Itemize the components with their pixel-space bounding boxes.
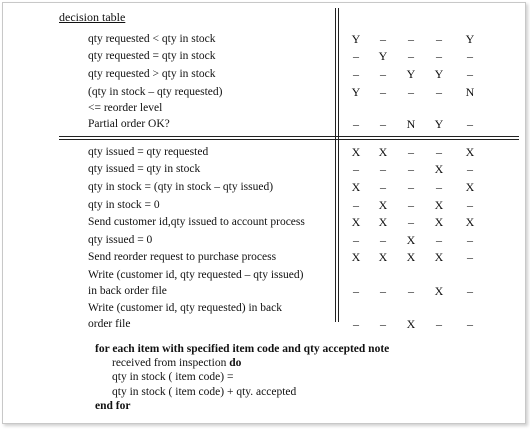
- table-row-marks: [0, 84, 530, 100]
- rule-cell: –: [353, 117, 359, 131]
- row-label: order file: [88, 318, 131, 330]
- rule-cell: –: [467, 67, 473, 81]
- rule-cell: –: [380, 233, 386, 247]
- table-row: [0, 100, 530, 116]
- rule-cell: N: [406, 117, 416, 131]
- table-row-marks: [0, 66, 530, 82]
- rule-cell: Y: [351, 32, 361, 46]
- rule-cell: –: [436, 85, 442, 99]
- rule-cell: N: [465, 85, 475, 99]
- rule-cell: –: [380, 284, 386, 298]
- rule-cell: –: [408, 284, 414, 298]
- table-row-marks: [0, 179, 530, 195]
- rule-cell: X: [434, 250, 444, 264]
- table-row-marks: [0, 232, 530, 248]
- table-row-marks: [0, 116, 530, 132]
- rule-cell: X: [351, 180, 361, 194]
- rule-cell: X: [406, 317, 416, 331]
- rule-cell: –: [467, 284, 473, 298]
- rule-cell: –: [353, 198, 359, 212]
- rule-cell: –: [467, 250, 473, 264]
- rule-cell: Y: [351, 85, 361, 99]
- rule-cell: –: [380, 117, 386, 131]
- row-label: Write (customer id, qty requested – qty issued): [88, 269, 304, 281]
- rule-cell: X: [406, 233, 416, 247]
- rule-cell: –: [380, 67, 386, 81]
- rule-cell: –: [408, 32, 414, 46]
- rule-cell: –: [436, 49, 442, 63]
- row-label: in back order file: [88, 285, 167, 297]
- row-label: <= reorder level: [88, 102, 163, 114]
- rule-cell: X: [351, 215, 361, 229]
- row-label: (qty in stock – qty requested): [88, 86, 223, 98]
- pseudocode-line: qty in stock ( item code) + qty. accepted: [112, 385, 297, 398]
- row-label: qty in stock = (qty in stock – qty issued): [88, 181, 274, 193]
- row-label: qty requested = qty in stock: [88, 50, 216, 62]
- rule-cell: –: [380, 180, 386, 194]
- rule-cell: X: [406, 250, 416, 264]
- rule-cell: –: [436, 180, 442, 194]
- rule-cell: X: [434, 198, 444, 212]
- horizontal-rule-bottom: [59, 139, 519, 140]
- rule-cell: Y: [434, 117, 444, 131]
- row-label: qty requested < qty in stock: [88, 33, 216, 45]
- rule-cell: Y: [434, 67, 444, 81]
- rule-cell: –: [408, 162, 414, 176]
- rule-cell: –: [436, 145, 442, 159]
- rule-cell: X: [378, 198, 388, 212]
- rule-cell: –: [408, 180, 414, 194]
- rule-cell: –: [467, 117, 473, 131]
- rule-cell: Y: [406, 67, 416, 81]
- rule-cell: –: [353, 233, 359, 247]
- rule-cell: –: [467, 317, 473, 331]
- table-row-marks: [0, 316, 530, 332]
- row-label: qty issued = 0: [88, 234, 153, 246]
- rule-cell: –: [436, 32, 442, 46]
- decision-table-title: decision table: [59, 10, 126, 24]
- pseudocode-text: received from inspection: [112, 357, 230, 370]
- row-label: Write (customer id, qty requested) in back: [88, 302, 283, 314]
- table-row-marks: [0, 197, 530, 213]
- rule-cell: X: [378, 250, 388, 264]
- rule-cell: Y: [378, 49, 388, 63]
- row-label: Send reorder request to purchase process: [88, 251, 277, 263]
- rule-cell: –: [408, 198, 414, 212]
- table-row-marks: [0, 31, 530, 47]
- rule-cell: X: [351, 145, 361, 159]
- pseudocode-line: for each item with specified item code and qty accepted note: [95, 343, 390, 355]
- rule-cell: –: [436, 317, 442, 331]
- row-label: qty issued = qty in stock: [88, 163, 201, 175]
- rule-cell: –: [353, 67, 359, 81]
- rule-cell: –: [436, 233, 442, 247]
- rule-cell: –: [380, 162, 386, 176]
- table-row-marks: [0, 249, 530, 265]
- rule-cell: –: [467, 162, 473, 176]
- row-label: Send customer id,qty issued to account process: [88, 216, 305, 228]
- pseudocode-line: [95, 356, 389, 370]
- rule-cell: X: [434, 284, 444, 298]
- rule-cell: –: [353, 162, 359, 176]
- table-row: [0, 300, 530, 316]
- row-label: qty requested > qty in stock: [88, 68, 216, 80]
- rule-cell: –: [380, 85, 386, 99]
- horizontal-rule-top: [59, 136, 519, 137]
- rule-cell: X: [378, 145, 388, 159]
- rule-cell: Y: [465, 32, 475, 46]
- rule-cell: X: [378, 215, 388, 229]
- rule-cell: –: [353, 284, 359, 298]
- row-label: qty in stock = 0: [88, 199, 160, 211]
- rule-cell: –: [408, 49, 414, 63]
- rule-cell: –: [467, 198, 473, 212]
- rule-cell: –: [467, 49, 473, 63]
- rule-cell: –: [353, 49, 359, 63]
- rule-cell: –: [408, 215, 414, 229]
- rule-cell: X: [351, 250, 361, 264]
- pseudocode-line: end for: [95, 399, 131, 412]
- rule-cell: –: [353, 317, 359, 331]
- table-row: [0, 267, 530, 283]
- rule-cell: –: [408, 85, 414, 99]
- table-row-marks: [0, 161, 530, 177]
- pseudocode-block: [95, 342, 389, 413]
- rule-cell: X: [434, 215, 444, 229]
- rule-cell: –: [467, 233, 473, 247]
- rule-cell: X: [465, 180, 475, 194]
- row-label: Partial order OK?: [88, 118, 170, 130]
- table-row-marks: [0, 144, 530, 160]
- row-label: qty issued = qty requested: [88, 146, 209, 158]
- table-row-marks: [0, 48, 530, 64]
- pseudocode-line: qty in stock ( item code) =: [112, 371, 234, 384]
- rule-cell: X: [465, 145, 475, 159]
- rule-cell: –: [408, 145, 414, 159]
- table-row-marks: [0, 283, 530, 299]
- rule-cell: X: [434, 162, 444, 176]
- rule-cell: –: [380, 32, 386, 46]
- pseudocode-keyword: do: [229, 357, 242, 370]
- rule-cell: –: [380, 317, 386, 331]
- table-row-marks: [0, 214, 530, 230]
- rule-cell: X: [465, 215, 475, 229]
